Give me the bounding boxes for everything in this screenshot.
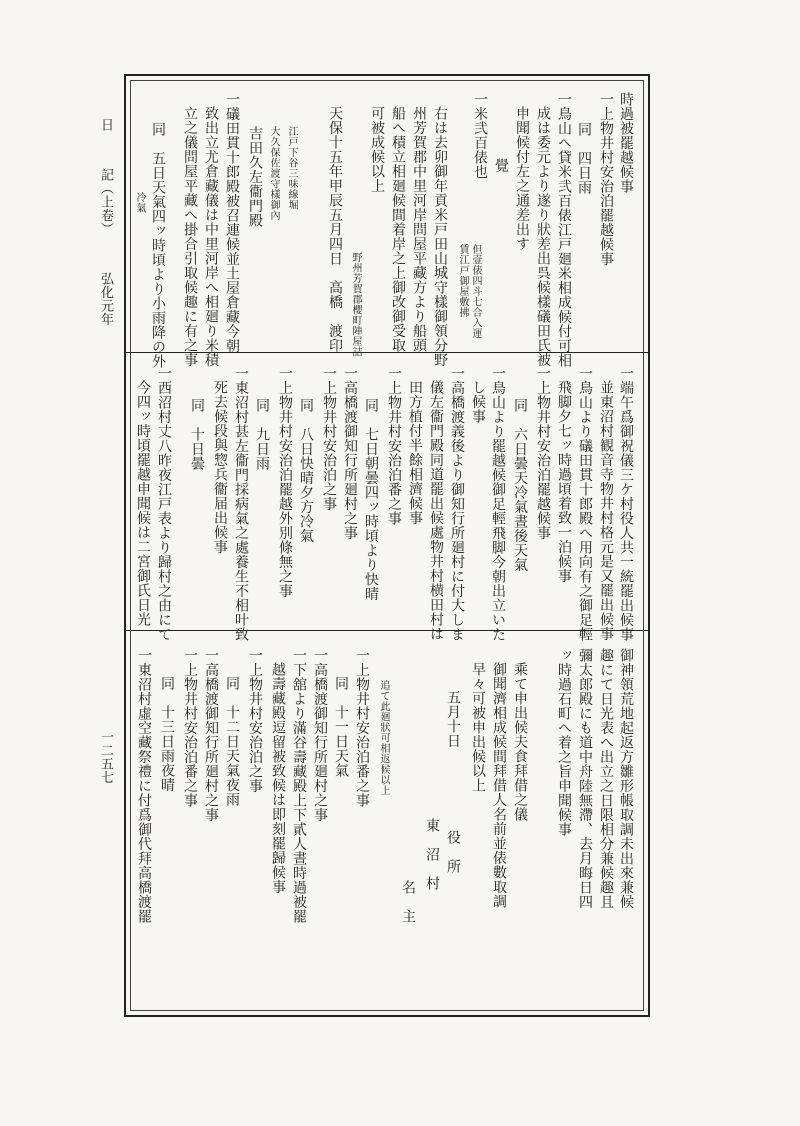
top-col-10: 州芳賀郡中里河岸問屋平藏方より船頭 <box>411 106 427 353</box>
top-col-9: 右は去卯御年貢米戸田山城守樣御領分野 <box>432 106 448 367</box>
top-col-11: 船へ積立相廻候間着岸之上御改御受取 <box>390 106 406 353</box>
running-head-title: 記（上卷） <box>98 168 113 236</box>
mid-col-20: 死去候段與惣兵衞届出候事 <box>212 380 228 554</box>
top-col-13: 天保十五年甲辰五月四日 高橋 渡印 <box>327 106 343 353</box>
mid-col-21: 同 十日曇 <box>189 398 205 471</box>
mid-col-14: 一高橋渡御知行所廻村之事 <box>342 366 358 540</box>
mid-col-9: 一高橋渡義後より御知行所廻村に付大しま <box>449 366 465 642</box>
running-head-label: 日 <box>98 118 113 132</box>
bot-col-4: ッ時過石町へ着之旨申聞候事 <box>556 648 572 837</box>
top-col-15: 大久保佐渡守樣御內 <box>268 126 279 221</box>
sign-office: 役 所 <box>445 830 461 874</box>
top-col-16: 吉田久左衞門殿 <box>247 126 263 228</box>
bot-col-18: 一上物井村安治泊番之事 <box>182 648 198 808</box>
top-col-14: 江戸下谷三味線堀 <box>286 126 297 210</box>
section-divider-bottom <box>124 630 650 631</box>
top-col-19: 立之儀問屋平藏へ掛合引取候趣に有之事 <box>182 106 198 367</box>
bot-col-13: 一下舘より滿谷壽藏殿上下貳人晝時過被罷 <box>291 648 307 924</box>
top-col-20: 同 五日天氣四ッ時頃より小雨降の外 <box>150 122 166 369</box>
bot-col-6: 御聞濟相成候間拜借人名前並俵數取調 <box>491 662 507 909</box>
bot-col-9: 追て此廻狀可相返候以上 <box>378 680 389 796</box>
top-col-1: 時過被罷越候事 <box>618 92 634 194</box>
top-col-3: 同 四日雨 <box>576 122 592 195</box>
top-col-5: 成は委元より遂り狀差出呉候樣礒田氏被 <box>535 106 551 367</box>
bot-col-17: 一高橋渡御知行所廻村之事 <box>203 648 219 822</box>
mid-col-19: 一東沼村甚左衞門採病氣之處養生不相叶致 <box>233 366 249 642</box>
mid-col-13: 同 七日朝曇四ッ時頃より快晴 <box>363 398 379 601</box>
bot-col-16: 同 十二日天氣夜雨 <box>224 676 240 807</box>
bot-col-11: 同 十一日天氣 <box>333 676 349 778</box>
bot-col-12: 一高橋渡御知行所廻村之事 <box>312 648 328 822</box>
bot-col-14: 越壽藏殿逗留被致候は即刻罷歸候事 <box>270 662 286 894</box>
bot-col-7: 早々可被申出候以上 <box>470 662 486 793</box>
mid-col-17: 一上物井村安治泊罷越外別條無之事 <box>277 366 293 598</box>
mid-col-12: 一上物井村安治泊番之事 <box>386 366 402 526</box>
running-head-era: 弘化元年 <box>98 272 113 326</box>
bot-col-1: 御神領荒地起返方雛形帳取調未出來兼候 <box>618 648 634 909</box>
top-col-6: 申聞候付左之通差出す <box>514 106 530 251</box>
mid-col-7: 一鳥山より罷越候御足輕飛脚今朝出立いた <box>490 366 506 642</box>
bot-col-8: 五月十日 <box>445 690 461 748</box>
bot-col-10: 一上物井村安治泊番之事 <box>354 648 370 808</box>
bot-col-5: 乘て申出候夫食拜借之儀 <box>512 662 528 822</box>
mid-col-3: 一鳥山より礒田貫十郎殿へ用向有之御足輕 <box>577 366 593 642</box>
mid-col-6: 同 六日曇天冷氣晝後天氣 <box>512 398 528 572</box>
mid-col-10: 儀左衞門殿同道罷出候處物井村横田村は <box>428 380 444 641</box>
mid-col-1: 一端午爲御祝儀三ケ村役人共一統罷出候事 <box>618 366 634 642</box>
mid-col-8: し候事 <box>470 380 486 424</box>
top-col-12: 可被成候以上 <box>369 106 385 193</box>
bot-col-2: 趣にて日光表へ出立之日限相分兼候趣且 <box>598 648 614 909</box>
rice-note-2: 賃江戸御屋敷拂 <box>457 244 468 318</box>
top-col-18: 致出立尤倉藏儀は中里河岸へ相廻り米積 <box>203 106 219 367</box>
top-col-8: 一米弐百俵也 <box>472 92 488 179</box>
top-col-2: 一上物井村安治泊罷越候事 <box>598 92 614 266</box>
mid-col-11: 田方植付半餘相濟候事 <box>407 380 423 525</box>
bot-col-19: 同 十三日雨夜晴 <box>159 676 175 792</box>
mid-col-22: 一西沼村丈八昨夜江戸表より歸村之由にて <box>156 366 172 642</box>
mid-col-5: 一上物井村安治泊罷越候事 <box>535 366 551 540</box>
top-col-17: 一礒田貫十郎殿被召連候並土屋倉藏今朝 <box>224 92 240 353</box>
mid-col-15: 一上物井村安治泊之事 <box>321 366 337 511</box>
mid-col-18: 同 九日雨 <box>254 398 270 471</box>
mid-col-2: 並東沼村観音寺物井村格元是又罷出候事 <box>598 380 614 641</box>
rice-note-1: 但壹俵四斗七合入運 <box>470 244 481 339</box>
top-col-4: 一鳥山へ貸米弐百俵江戸廻米相成候付可相 <box>556 92 572 368</box>
bot-col-15: 一上物井村安治泊之事 <box>247 648 263 793</box>
sign-headman: 名 主 <box>400 880 416 924</box>
top-col-21: 冷氣 <box>134 192 145 213</box>
mid-col-4: 飛脚夕七ッ時過頃着致一泊候事 <box>556 380 572 583</box>
bot-col-3: 彌太郎殿にも道中舟陸無滯、去月晦日四 <box>577 648 593 909</box>
mid-col-23: 今四ッ時頃罷越申聞候は二宮御氏日光 <box>135 380 151 627</box>
page-number: 一二五七 <box>98 730 113 784</box>
mid-col-16: 同 八日快晴夕方冷氣 <box>298 398 314 543</box>
bot-col-20: 一東沼村虛空藏祭禮に付爲御代拜高橋渡罷 <box>136 648 152 924</box>
top-col-7: 覺 <box>493 158 509 173</box>
sign-village: 東 沼 村 <box>424 818 440 891</box>
sender-place: 野州芳賀郡櫻町陣屋詰 <box>350 252 361 357</box>
